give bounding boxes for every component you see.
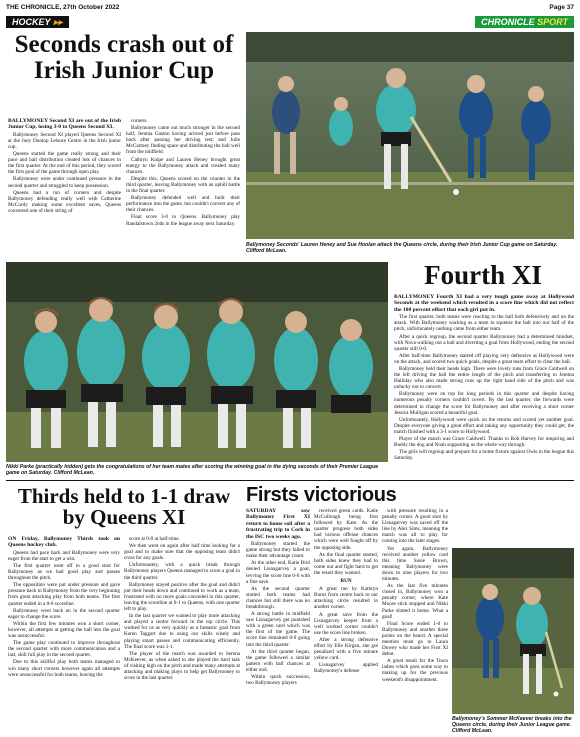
- paragraph: Ballymoney were under continued pressure in the second quarter and struggled to keep possession.: [8, 176, 121, 189]
- paragraph: Ballymoney defended well and built their performance into the game, but couldn't convert any of their chances.: [126, 195, 240, 214]
- paragraph: Due to this skillful play both teams managed to win many short corners however again all attempts were unsuccessful for both teams, leaving the: [8, 659, 120, 678]
- section-divider: [6, 480, 574, 481]
- paragraph: Player of the match was Grace Caldwell. Thanks to Rob Harvey for umpiring and Buddy the dog and Noah supporting us the whole way through.: [394, 436, 574, 449]
- paragraph: The opposition were put under pressure and gave pressure back to Ballymoney from the very beginning from great attacking play from both teams. The first quarter ended in a 0-0 scoreline.: [8, 582, 120, 607]
- paragraph: Ballymoney Second XI played Queens Second XI at the Joey Dunlop Leisure Centre in the Irish junior cup.: [8, 131, 121, 150]
- thirds-column-2: [124, 536, 240, 732]
- fourth-xi-column: [394, 294, 574, 486]
- paragraph: Ballymoney stayed positive after the goal and didn't put their heads down and continued to work as a team, frustrated with no more goals conceded in this quarter, leaving the scoreline at 0-1 to Queens, with one quarter left to play.: [124, 581, 240, 613]
- paragraph: Unfortunately, with a quick break through Ballymoney players Queens managed to score a goal in the third quarter.: [124, 562, 240, 581]
- paragraph: Final Score ended 1-0 to Ballymoney and another three points on the board. A special mention must go to Laura Dowey who made her First XI debut.: [382, 620, 448, 658]
- seconds-lead: BALLYMONEY Second XI are out of the Irish Junior Cup, losing 3-0 to Queens Second XI.: [8, 118, 121, 131]
- thirds-headline: Thirds held to 1-1 draw by Queens XI: [17, 484, 231, 530]
- chevron-right-icon: ▸▸: [53, 17, 63, 27]
- paragraph: Cathryn Knipe and Lauren Heney brought great energy to the Ballymoney attack and created many chances.: [126, 156, 240, 175]
- paragraph: received green cards. Katie McCullough being first followed by Kate. As the quarter progress both sides had various offense chances which were well fought off by the opposing side.: [314, 508, 378, 551]
- hockey-section-tag: [6, 16, 69, 28]
- masthead: [6, 4, 574, 14]
- firsts-column-3: [382, 508, 448, 732]
- paragraph: A strong battle in midfield saw Lisnagarvey get punished with a green card which was the first of the game. The score line remained 0-0 going into the third quarter.: [246, 611, 310, 648]
- thirds-column-1: [8, 536, 120, 732]
- celebration-photo: [6, 262, 388, 462]
- paragraph: The player of the match was awarded to Serena McKeever, as when asked to she played the hard task of visiting high on the pitch and made many attempts at attacking and making plays to help get Ballymoney to score in the last quarter.: [124, 650, 240, 682]
- paragraph: with pressure resulting in a penalty corner. A good shot by Lisnagarvey was saved off the line by Alex Sims, meaning the match was all to play for coming into the later stages.: [382, 508, 448, 545]
- paragraph: A great save from the Lisnagarvey keeper from a well worked corner couldn't use the score line broken.: [314, 611, 378, 636]
- paragraph: Within quick succession, two Ballymoney players: [246, 674, 310, 687]
- paragraph: After a quick regroup, the second quarter Ballymoney had a determined mindset, with Nova walking out a ball and diverting a goal from Hollywood, ending the second quarter still 0-0.: [394, 333, 574, 352]
- mckeever-photo: [452, 548, 574, 714]
- paragraph: Despite this, Queens scored on the counter in the third quarter, leaving Ballymoney with an uphill battle in the final quarter.: [126, 175, 240, 195]
- paragraph: Ballymoney went back on in the second quarter eager to change the score.: [8, 607, 120, 620]
- paragraph: A great result for the Town ladies which goes some way to making up for the previous weekend's disappointment.: [382, 658, 448, 683]
- subheading: RUN: [340, 578, 352, 585]
- paragraph: As the final quarter started, both sides knew they had to come out and fight hard to get the result they wanted.: [314, 551, 378, 576]
- paragraph: score at 0-0 at half-time.: [129, 536, 180, 542]
- chronicle-label: CHRONICLE: [481, 17, 535, 27]
- paragraph: We then went on again after half time looking for a goal and to make sure that the opposing team didn't cross for any goals.: [124, 543, 240, 562]
- mckeever-photo-caption: Ballymoney's Sommer McKeever breaks into the Queens circle, during their Junior League game. Clifford McLean.: [452, 716, 572, 735]
- paragraph: corners.: [131, 118, 148, 124]
- paragraph: After a strong defensive effort by Elle Kirgan, she got penalized with a five minute yellow card.: [314, 636, 378, 662]
- firsts-headline: Firsts victorious: [246, 484, 397, 506]
- paragraph: Queens started the game really strong and their pace and ball distribution created lots of chances in the first quarter. At the end of this period, they scored the first goal of the game through open play.: [8, 151, 121, 176]
- paragraph: At the third quarter began, the game followed a similar pattern with ball chances at either end.: [246, 648, 310, 673]
- seconds-match-photo: [246, 32, 574, 239]
- sport-label: SPORT: [537, 17, 568, 27]
- masthead-date: THE CHRONICLE, 27th October 2022: [6, 4, 120, 11]
- paragraph: In the last quarter we wanted to play more attacking and played a centre forward in the top circle. This worked for us as very quickly as a fantastic goal from Karen Taggart due to using our skills wisely and playing smart passes and communicating efficiently. The final score was 1-1.: [124, 613, 240, 650]
- celebration-photo-caption: Nikki Parke (practically hidden) gets the congratulations of her team mates after scoring the winning goal in the dying seconds of their Premier League game on Saturday. Clifford McLean.: [6, 464, 379, 477]
- paragraph: Ballymoney started the game strong but they failed to make their advantage count.: [246, 541, 310, 560]
- chronicle-sport-tag: [475, 16, 574, 28]
- hockey-label: HOCKEY: [12, 17, 51, 27]
- paragraph: Queens had pace back and Ballymoney were very eager from the start to get a win.: [8, 549, 120, 562]
- paragraph: Ballymoney held their heads high. There were lovely runs from Grace Caldwell on the left driving the ball the entire length of the pitch and transferring to Jemma Halliday who also made strong runs up the right hand side of the pitch and was unlucky not to convert.: [394, 365, 574, 391]
- paragraph: Yet again, Ballymoney received another yellow card this time Susie Brown, meaning Ballymoney were down to nine players for two minutes.: [382, 545, 448, 583]
- paragraph: Final score 3-0 to Queens. Ballymoney play Randalstown 2nds in the league away next Saturday.: [126, 214, 240, 227]
- section-band: [6, 15, 574, 29]
- paragraph: Queens had a run of corners and despite Ballymoney defending really well with Catherine McCurdy making some excellent saves, Queens converted one of their string of: [8, 189, 121, 214]
- firsts-lead: SATURDAY saw Ballymoney First XI return to home soil after a frustrating trip to Cork in the ISC two weeks ago.: [246, 508, 310, 540]
- paragraph: A great run by Kathryn Burns from centre back to our attacking circle resulted in another corner.: [314, 586, 378, 611]
- paragraph: The first quarter went off to a good start for Ballymoney as we had good play and passes throughout the pitch.: [8, 563, 120, 582]
- seconds-headline: Seconds crash out of Irish Junior Cup: [14, 31, 234, 84]
- paragraph: Lisnagarvey applied Ballymoney's defense: [314, 662, 378, 675]
- paragraph: The girls will regroup and prepare for a home fixture against Owls in the league this Saturday.: [394, 449, 574, 462]
- seconds-photo-caption: Ballymoney Seconds' Lauren Heney and Sue Hoolan attack the Queens circle, during their Irish Junior Cup game on Saturday. Clifford McLean.: [246, 242, 558, 255]
- paragraph: At the other end, Katie Bird denied Lisnagarvey a goal, levving the score line 0-0 with a fine save.: [246, 560, 310, 585]
- paragraph: The game play continued to improve throughout the second quarter with more communication and a last, skill full play in the second quarter.: [8, 640, 120, 659]
- paragraph: Unfortunately, Hollywood were quick on the returns and scored yet another goal. Despite everyone giving a great effort and taking any opportunity they could get, the match finished with a 3-1 score to Hollywood.: [394, 416, 574, 435]
- firsts-column-2: [314, 508, 378, 732]
- paragraph: Ballymoney came out much stronger in the second half, Jemma Gaston having arrived just before pass back after passing her driving test; and Julie McCartney finding space and distributing the ball well from the midfield.: [126, 125, 240, 156]
- paragraph: The first quarter, both teams were reacting to the ball both defensively and on the attack. With Ballymoney working as a team to squeeze the ball into our half of the pitch, unfortunately nothing came from either team.: [394, 314, 574, 333]
- paragraph: As the last five minutes closed in, Ballymoney won a penalty corner, where Kate Moore stick stopped and Nikki Parke slotted it home. What a goal!: [382, 583, 448, 620]
- paragraph: After half-time Ballymoney started off playing very defensive as Hollywood were on the attack, and scored two quick goals, despite a great team effort to clear the ball.: [394, 352, 574, 365]
- firsts-column-1: [246, 508, 310, 732]
- thirds-lead: ON Friday, Ballymoney Thirds took on Queens hockey club.: [8, 536, 120, 549]
- paragraph: Ballymoney were on top for long periods in this quarter and despite having numerous penalty corners couldn't covert. By the last quarter, the forwards were determined to change the score for Ballymoney and after receiving a short corner Jessica Mulligan scored a beautiful goal.: [394, 391, 574, 416]
- page-number: Page 37: [549, 4, 574, 11]
- fourth-xi-headline: Fourth XI: [424, 260, 542, 290]
- paragraph: As the second quarter started both teams had chances but still there was no breakthrough.: [246, 585, 310, 610]
- paragraph: Within the first few minutes won a short corner, however, all attempts at getting the ball into the goal was unsuccessful.: [8, 620, 120, 640]
- fourth-xi-lead: BALLYMONEY Fourth XI had a very tough game away at Hollywood Seconds at the weekend which resulted in a score line which did not reflect the 100 percent effort that each girl put in.: [394, 294, 574, 313]
